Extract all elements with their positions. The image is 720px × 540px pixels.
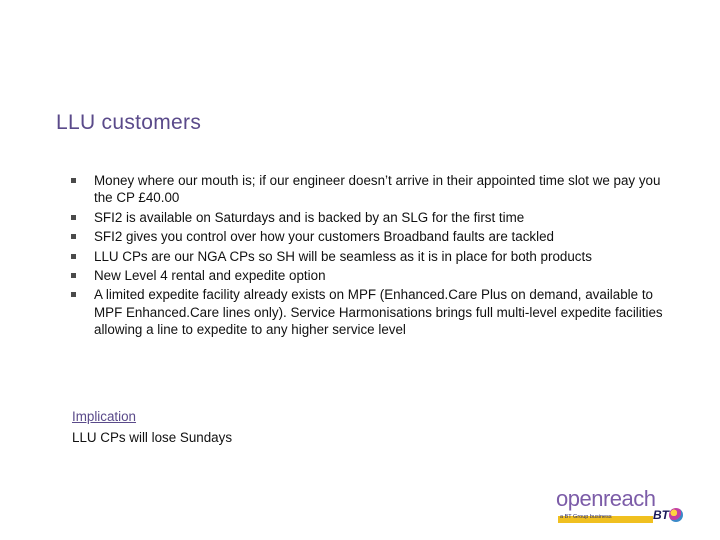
bullet-text: New Level 4 rental and expedite option	[94, 268, 326, 284]
square-bullet-icon	[71, 254, 76, 259]
bullet-item	[70, 209, 670, 226]
square-bullet-icon	[71, 234, 76, 239]
implication-heading: Implication	[72, 409, 137, 424]
bullet-item	[70, 228, 670, 245]
square-bullet-icon	[71, 215, 76, 220]
implication-text: LLU CPs will lose Sundays	[72, 430, 233, 445]
implication-block	[72, 406, 232, 448]
bullet-text: Money where our mouth is; if our engineer doesn’t arrive in their appointed time slot we pay you the CP £40.00	[94, 173, 661, 206]
bullet-list	[70, 172, 670, 341]
bullet-text: SFI2 is available on Saturdays and is backed by an SLG for the first time	[94, 209, 525, 225]
bullet-item	[70, 172, 670, 207]
logo-tagline: a BT Group business	[560, 514, 612, 520]
bt-mark: BT	[653, 508, 669, 522]
bullet-item	[70, 267, 670, 284]
slide-title: LLU customers	[56, 111, 202, 134]
bt-globe-icon	[669, 508, 683, 522]
bullet-text: LLU CPs are our NGA CPs so SH will be seamless as it is in place for both products	[94, 248, 592, 264]
bullet-item	[70, 286, 670, 338]
bullet-text: SFI2 gives you control over how your customers Broadband faults are tackled	[94, 229, 554, 245]
square-bullet-icon	[71, 273, 76, 278]
openreach-logo	[556, 486, 686, 528]
logo-wordmark: openreach	[556, 486, 656, 511]
square-bullet-icon	[71, 178, 76, 183]
square-bullet-icon	[71, 292, 76, 297]
bullet-text: A limited expedite facility already exists on MPF (Enhanced.Care Plus on demand, available to MPF Enhanced.Care lines only). Service Harmonisations brings full multi-level expedite facilities allowing a line to expedite to any higher service level	[94, 287, 663, 338]
bullet-item	[70, 248, 670, 265]
